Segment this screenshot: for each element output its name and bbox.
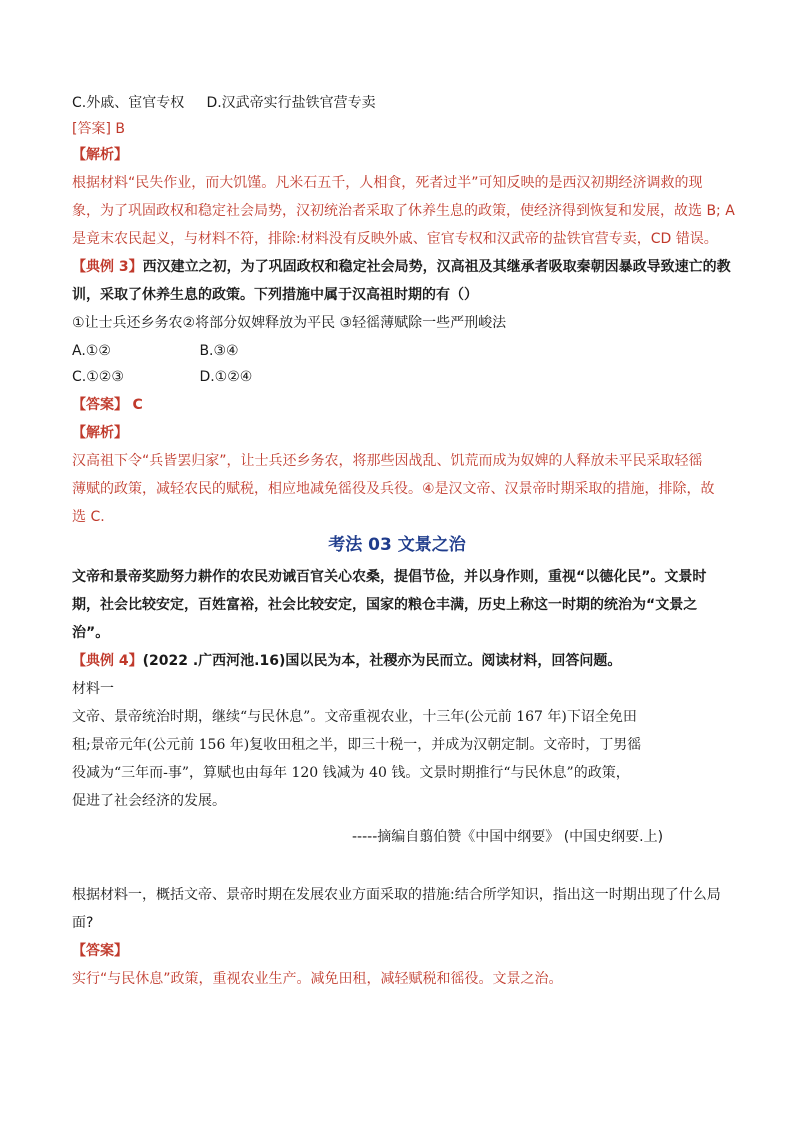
answer-prefix: [答案] [72,121,111,137]
example3-analysis-line-2: 薄赋的政策，减轻农民的赋税，相应地减免徭役及兵役。④是汉文帝、汉景帝时期采取的措施，排除，故 [72,481,715,497]
section-intro-line-3: 治”。 [72,625,110,641]
option-c: C.外戚、宦官专权 [72,95,185,111]
example3-stem-line-1 [72,256,731,278]
q3-answer [72,118,125,140]
example4-stem-text: (2022 .广西河池.16)国以民为本，社稷亦为民而立。阅读材料，回答问题。 [142,653,622,669]
example3-label: 【典例 3】 [72,259,143,275]
example3-options-ab [72,340,239,362]
example3-analysis-line-3: 选 C. [72,509,105,525]
answer-value: B [115,121,125,137]
example3-answer [72,394,143,416]
q3-analysis-line-3: 是竟末农民起义，与材料不符，排除:材料没有反映外戚、宦官专权和汉武帝的盐铁官营专卖，CD 错误。 [72,231,718,247]
section-intro-line-2: 期，社会比较安定，百姓富裕，社会比较安定，国家的粮仓丰满，历史上称这一时期的统治为“文景之 [72,597,698,613]
section-intro-line-1: 文帝和景帝奖励努力耕作的农民劝诫百官关心农桑，提倡节俭，并以身作则，重视“以德化民”。文景时 [72,569,707,585]
option-a: A.①② [72,343,111,359]
q3-options-cd [72,92,376,114]
example4-answer-label: 【答案】 [72,943,128,959]
example3-options-cd [72,366,252,388]
q3-analysis-line-1: 根据材料“民失作业，而大饥馑。凡米石五千，人相食，死者过半”可知反映的是西汉初期经济调救的现 [72,175,703,191]
q3-analysis-label: 【解析】 [72,147,128,163]
material-line-1: 文帝、景帝统治时期，继续“与民休息”。文帝重视农业，十三年(公元前 167 年)下诏全免田 [72,709,637,725]
example3-items: ①让士兵还乡务农②将部分奴婢释放为平民 ③轻徭薄赋除一些严刑峻法 [72,315,507,331]
q3-analysis-line-2: 象，为了巩固政权和稳定社会局势，汉初统治者采取了休养生息的政策，使经济得到恢复和发展，故选 B; A [72,203,735,219]
answer-label: 【答案】 [72,397,128,413]
example4-question-line-2: 面? [72,915,94,931]
option-c: C.①②③ [72,369,124,385]
example3-stem-text-1: 西汉建立之初，为了巩固政权和稳定社会局势，汉高祖及其继承者吸取秦朝因暴政导致速亡的教 [142,259,731,275]
answer-value: C [132,397,143,413]
example4-label: 【典例 4】 [72,653,143,669]
material-line-3: 役减为“三年而-事”，算赋也由每年 120 钱减为 40 钱。文景时期推行“与民休息”的政策， [72,765,630,781]
example4-answer-text: 实行“与民休息”政策，重视农业生产。减免田租，减轻赋税和徭役。文景之治。 [72,971,563,987]
material-line-2: 租;景帝元年(公元前 156 年)复收田租之半，即三十税一，并成为汉朝定制。文帝时，丁男徭 [72,737,642,753]
example4-stem [72,650,621,672]
section-title: 考法 03 文景之治 [328,535,466,555]
option-b: B.③④ [199,343,239,359]
option-d: D.①②④ [199,369,253,385]
example4-question-line-1: 根据材料一，概括文帝、景帝时期在发展农业方面采取的措施:结合所学知识，指出这一时期出现了什么局 [72,887,721,903]
material-label: 材料一 [72,681,114,697]
material-line-4: 促进了社会经济的发展。 [72,793,226,809]
example3-analysis-label: 【解析】 [72,425,128,441]
example3-analysis-line-1: 汉高祖下令“兵皆罢归家”，让士兵还乡务农，将那些因战乱、饥荒而成为奴婢的人释放未平民采取轻徭 [72,453,703,469]
material-source: -----摘编自翦伯赞《中国中纲要》 (中国史纲要.上) [352,829,664,845]
option-d: D.汉武帝实行盐铁官营专卖 [206,95,376,111]
example3-stem-line-2: 训，采取了休养生息的政策。下列措施中属于汉高祖时期的有（） [72,287,478,303]
